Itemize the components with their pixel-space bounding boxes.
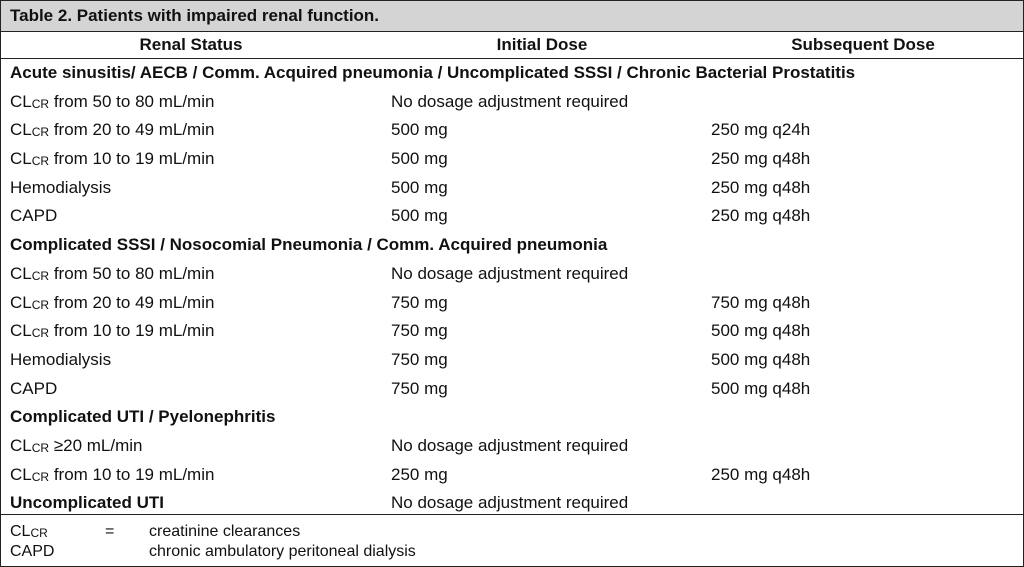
renal-status-cell — [10, 317, 214, 348]
subsequent-dose-cell: 500 mg q48h — [711, 349, 811, 369]
initial-dose-cell: No dosage adjustment required — [391, 493, 629, 513]
clcr-subscript: CR — [31, 268, 50, 283]
clcr-prefix: CL — [10, 321, 32, 341]
initial-dose-cell: 500 mg — [391, 149, 448, 169]
footnote-term-text: CL — [10, 523, 31, 540]
table-row — [1, 88, 1023, 117]
table-row — [1, 461, 1023, 490]
table-footnotes — [1, 514, 1023, 566]
footnote-term — [10, 522, 48, 543]
footnote-equals: = — [105, 523, 115, 540]
renal-status-text: Hemodialysis — [10, 349, 112, 369]
renal-status-cell — [10, 461, 214, 492]
footnote-term — [10, 542, 54, 562]
subsequent-dose-cell: 500 mg q48h — [711, 321, 811, 341]
table-body — [1, 59, 1023, 518]
footnote-term-subscript: CR — [30, 526, 48, 540]
renal-status-text: from 10 to 19 mL/min — [53, 321, 215, 341]
clcr-prefix: CL — [10, 91, 32, 111]
initial-dose-cell: No dosage adjustment required — [391, 91, 629, 111]
table-title: Table 2. Patients with impaired renal function. — [1, 1, 1023, 32]
clcr-subscript: CR — [31, 154, 50, 169]
subsequent-dose-cell: 250 mg q48h — [711, 149, 811, 169]
clcr-prefix: CL — [10, 292, 32, 312]
table-row — [1, 289, 1023, 318]
renal-status-cell — [10, 202, 57, 231]
section-row — [1, 403, 1023, 432]
clcr-subscript: CR — [31, 125, 50, 140]
renal-status-text: CAPD — [10, 206, 58, 226]
section-label: Complicated SSSI / Nosocomial Pneumonia / Comm. Acquired pneumonia — [10, 235, 608, 255]
clcr-prefix: CL — [10, 464, 32, 484]
renal-status-cell — [10, 289, 214, 320]
clcr-subscript: CR — [31, 96, 50, 111]
initial-dose-cell: 750 mg — [391, 378, 448, 398]
renal-status-text: CAPD — [10, 378, 58, 398]
initial-dose-cell: No dosage adjustment required — [391, 263, 629, 283]
renal-status-text: from 50 to 80 mL/min — [53, 91, 215, 111]
renal-status-text: ≥20 mL/min — [53, 435, 143, 455]
clcr-subscript: CR — [31, 440, 50, 455]
renal-status-text: from 20 to 49 mL/min — [53, 120, 215, 140]
initial-dose-cell: 750 mg — [391, 349, 448, 369]
renal-status-cell — [10, 432, 143, 463]
subsequent-dose-cell: 500 mg q48h — [711, 378, 811, 398]
table-row — [1, 260, 1023, 289]
table-row — [1, 346, 1023, 375]
initial-dose-cell: 250 mg — [391, 464, 448, 484]
column-header-renal-status: Renal Status — [139, 35, 243, 54]
renal-status-cell — [10, 145, 214, 176]
renal-status-cell — [10, 116, 214, 147]
clcr-subscript: CR — [31, 326, 50, 341]
subsequent-dose-cell: 250 mg q48h — [711, 177, 811, 197]
subsequent-dose-cell: 750 mg q48h — [711, 292, 811, 312]
footnote-term-text: CAPD — [10, 543, 55, 560]
clcr-prefix: CL — [10, 435, 32, 455]
renal-status-text: from 10 to 19 mL/min — [53, 149, 215, 169]
renal-status-text: from 10 to 19 mL/min — [53, 464, 215, 484]
clcr-prefix: CL — [10, 120, 32, 140]
footnote-definition: chronic ambulatory peritoneal dialysis — [149, 543, 416, 560]
table-row — [1, 375, 1023, 404]
initial-dose-cell: 750 mg — [391, 321, 448, 341]
table-row — [1, 174, 1023, 203]
renal-status-cell — [10, 375, 57, 404]
renal-status-cell — [10, 260, 214, 291]
subsequent-dose-cell: 250 mg q24h — [711, 120, 811, 140]
initial-dose-cell: No dosage adjustment required — [391, 435, 629, 455]
subsequent-dose-cell: 250 mg q48h — [711, 206, 811, 226]
section-label: Acute sinusitis/ AECB / Comm. Acquired pneumonia / Uncomplicated SSSI / Chronic Bacterial Prostatitis — [10, 63, 856, 82]
footnote-line — [1, 522, 1023, 542]
initial-dose-cell: 500 mg — [391, 177, 448, 197]
footnote-line — [1, 542, 1023, 562]
subsequent-dose-cell: 250 mg q48h — [711, 464, 811, 484]
renal-status-cell — [10, 88, 214, 119]
clcr-prefix: CL — [10, 263, 32, 283]
renal-status-text: from 50 to 80 mL/min — [53, 263, 215, 283]
table-row — [1, 145, 1023, 174]
initial-dose-cell: 750 mg — [391, 292, 448, 312]
column-header-row — [1, 32, 1023, 59]
table-row — [1, 202, 1023, 231]
table-row — [1, 432, 1023, 461]
renal-status-cell — [10, 346, 111, 375]
clcr-prefix: CL — [10, 149, 32, 169]
section-row — [1, 231, 1023, 260]
renal-status-text: Hemodialysis — [10, 177, 112, 197]
section-label: Complicated UTI / Pyelonephritis — [10, 407, 276, 427]
table-row — [1, 116, 1023, 145]
initial-dose-cell: 500 mg — [391, 120, 448, 140]
footnote-definition: creatinine clearances — [149, 523, 301, 540]
section-row — [1, 59, 1023, 88]
section-label: Uncomplicated UTI — [10, 493, 164, 513]
renal-status-text: from 20 to 49 mL/min — [53, 292, 215, 312]
clcr-subscript: CR — [31, 297, 50, 312]
table-row — [1, 317, 1023, 346]
clcr-subscript: CR — [31, 469, 50, 484]
column-header-subsequent-dose: Subsequent Dose — [791, 35, 935, 54]
initial-dose-cell: 500 mg — [391, 206, 448, 226]
renal-status-cell — [10, 174, 111, 203]
column-header-initial-dose: Initial Dose — [496, 35, 588, 54]
